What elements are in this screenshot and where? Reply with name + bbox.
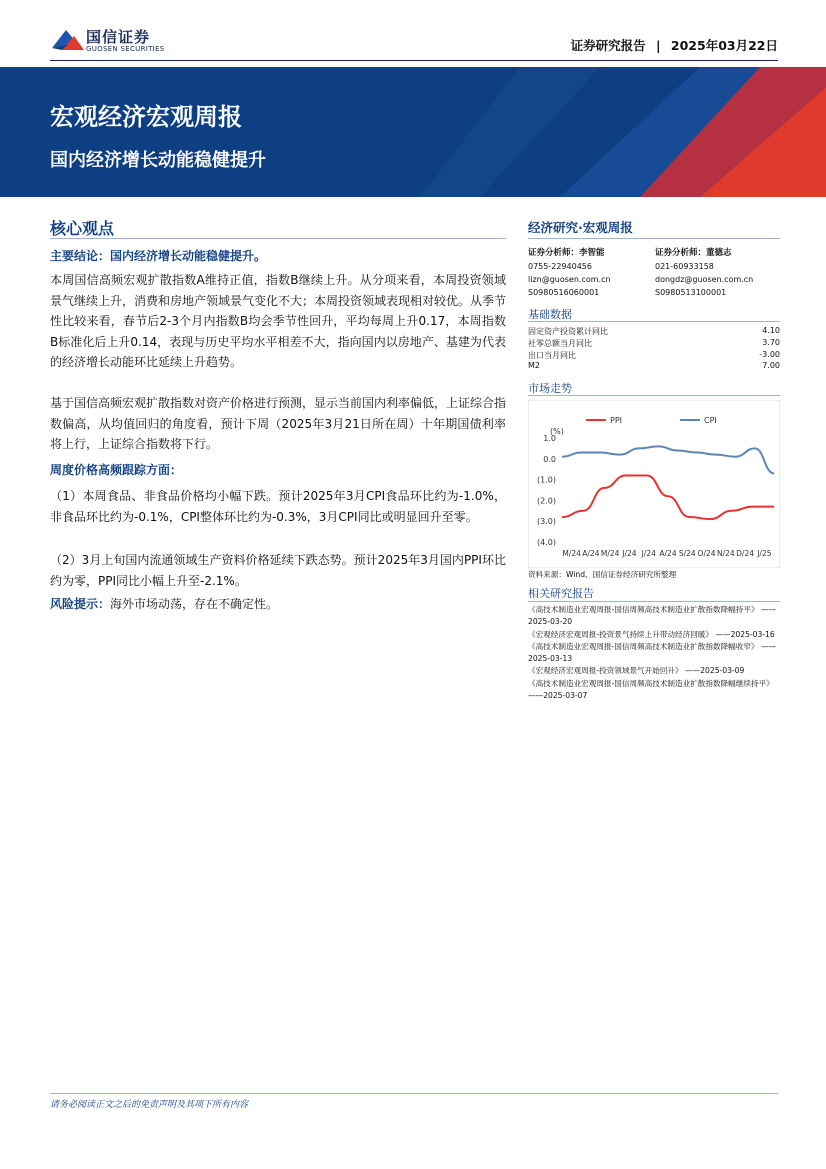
related-report-item[interactable]: 《宏观经济宏观周报-投资景气持续上升带动经济回暖》 ——2025-03-16 bbox=[528, 629, 775, 639]
chart-source: 资料来源：Wind、国信证券经济研究所整理 bbox=[528, 570, 677, 579]
x-tick-label: A/24 bbox=[582, 549, 600, 558]
basic-data-label: 固定资产投资累计同比 bbox=[528, 327, 608, 336]
x-tick-label: N/24 bbox=[716, 549, 735, 558]
analyst-2-email[interactable]: dongdz@guosen.com.cn bbox=[655, 275, 754, 284]
report-title: 宏观经济宏观周报 bbox=[50, 103, 242, 131]
y-tick-label: 0.0 bbox=[543, 454, 556, 464]
paragraph-1: 本周国信高频宏观扩散指数A维持正值，指数B继续上升。从分项来看，本周投资领域景气继续上升，消费和房地产领域景气变化不大；本周投资领域表现相对较优。从季节性比较来看，春节后2-3个月内指数B均会季节性回升，平均每周上升0.17，本周指数B标准化后上升0.14，表现与历史平均水平相差不大，指向国内以房地产、基建为代表的经济增长动能环比延续上升趋势。 bbox=[50, 273, 507, 369]
header-divider bbox=[50, 60, 778, 61]
risk-label: 风险提示： bbox=[50, 597, 111, 611]
market-divider bbox=[528, 395, 780, 396]
basic-data-row bbox=[528, 350, 780, 362]
related-report-item[interactable]: 《高技术制造业宏观周报-国信周频高技术制造业扩散指数降幅收窄》 ——2025-03-13 bbox=[528, 641, 777, 664]
paragraph-2: 基于国信高频宏观扩散指数对资产价格进行预测，显示当前国内利率偏低，上证综合指数偏高，从均值回归的角度看，预计下周（2025年3月21日所在周）十年期国债利率将上行，上证综合指数将下行。 bbox=[50, 396, 507, 451]
x-tick-label: J/25 bbox=[757, 549, 772, 558]
cpi-ppi-chart bbox=[528, 400, 780, 568]
basic-data-label: 社零总额当月同比 bbox=[528, 338, 592, 348]
analyst-2 bbox=[655, 246, 780, 299]
x-tick-label: A/24 bbox=[659, 549, 677, 558]
y-tick-label: (1.0) bbox=[537, 475, 556, 485]
title-banner bbox=[0, 67, 826, 197]
analyst-2-cert: S0980513100001 bbox=[655, 288, 727, 297]
brand-en: GUOSEN SECURITIES bbox=[86, 45, 165, 53]
related-reports-list bbox=[528, 604, 780, 702]
risk-notice bbox=[50, 594, 506, 615]
basic-data-value: 4.10 bbox=[762, 326, 780, 335]
price-tracking-heading: 周度价格高频跟踪方面： bbox=[50, 463, 183, 477]
main-conclusion bbox=[50, 247, 266, 264]
basic-data-row bbox=[528, 338, 780, 350]
analyst-1-title: 证券分析师：李智能 bbox=[528, 248, 605, 258]
core-divider bbox=[50, 238, 506, 239]
basic-data-label: 出口当月同比 bbox=[528, 350, 576, 360]
risk-text: 海外市场动荡，存在不确定性。 bbox=[110, 597, 279, 611]
y-tick-label: (3.0) bbox=[537, 517, 556, 527]
report-date: 2025年03月22日 bbox=[670, 38, 778, 53]
section-title: 经济研究·宏观周报 bbox=[528, 220, 633, 235]
chart-frame bbox=[528, 400, 780, 568]
analyst-1-cert: S0980516060001 bbox=[528, 288, 600, 297]
basic-data-divider bbox=[528, 321, 780, 322]
related-report-item[interactable]: 《高技术制造业宏观周报-国信周频高技术制造业扩散指数降幅持平》 ——2025-03-20 bbox=[528, 605, 777, 627]
legend-label: CPI bbox=[704, 416, 717, 425]
y-tick-label: (2.0) bbox=[537, 496, 556, 506]
basic-data-row bbox=[528, 361, 780, 373]
x-tick-label: D/24 bbox=[736, 549, 755, 558]
x-tick-label: S/24 bbox=[678, 549, 696, 558]
analyst-2-title: 证券分析师：董德志 bbox=[655, 248, 732, 258]
x-tick-label: J/24 bbox=[641, 549, 656, 558]
basic-data-table bbox=[528, 326, 780, 373]
logo-mark-icon bbox=[50, 24, 86, 56]
x-tick-label: O/24 bbox=[697, 549, 716, 558]
disclaimer: 请务必阅读正文之后的免责声明及其项下所有内容 bbox=[50, 1100, 249, 1110]
report-type: 证券研究报告 bbox=[570, 38, 646, 53]
x-tick-label: M/24 bbox=[562, 549, 581, 558]
chart-unit-label: (%) bbox=[550, 427, 564, 436]
item-2: （2）3月上旬国内流通领域生产资料价格延续下跌态势。预计2025年3月国内PPI环比约为零，PPI同比小幅上升至-2.1%。 bbox=[50, 553, 506, 588]
legend-label: PPI bbox=[610, 416, 623, 425]
separator: | bbox=[655, 38, 661, 53]
related-report-item[interactable]: 《高技术制造业宏观周报-国信周频高技术制造业扩散指数降幅继续持平》 ——2025-03-07 bbox=[528, 678, 774, 701]
analyst-1-email[interactable]: lizn@guosen.com.cn bbox=[528, 275, 611, 284]
analyst-1 bbox=[528, 246, 653, 299]
basic-data-value: 7.00 bbox=[762, 361, 780, 371]
analyst-1-phone: 0755-22940456 bbox=[528, 262, 592, 271]
section-divider bbox=[528, 238, 780, 239]
banner-decoration-icon bbox=[0, 67, 826, 197]
report-subtitle: 国内经济增长动能稳健提升 bbox=[50, 150, 266, 171]
brand-name: 国信证券 bbox=[86, 28, 151, 46]
main-conclusion-label: 主要结论： bbox=[50, 249, 111, 263]
core-heading: 核心观点 bbox=[50, 219, 115, 238]
related-report-item[interactable]: 《宏观经济宏观周报-投资领域景气开始回升》 ——2025-03-09 bbox=[528, 666, 745, 676]
y-tick-label: 1.0 bbox=[543, 434, 556, 443]
y-tick-label: (4.0) bbox=[537, 538, 556, 547]
report-meta bbox=[571, 36, 778, 54]
footer-divider bbox=[50, 1093, 778, 1094]
related-title: 相关研究报告 bbox=[528, 587, 594, 600]
basic-data-label: M2 bbox=[528, 361, 540, 371]
analyst-2-phone: 021-60933158 bbox=[655, 262, 714, 271]
basic-data-value: 3.70 bbox=[762, 337, 780, 347]
item-1: （1）本周食品、非食品价格均小幅下跌。预计2025年3月CPI食品环比约为-1.0%，非食品环比约为-0.1%，CPI整体环比约为-0.3%，3月CPI同比或明显回升至零。 bbox=[50, 489, 506, 524]
basic-data-title: 基础数据 bbox=[528, 308, 572, 321]
main-conclusion-text: 国内经济增长动能稳健提升。 bbox=[110, 249, 267, 263]
basic-data-value: -3.00 bbox=[759, 349, 780, 359]
related-divider bbox=[528, 601, 780, 602]
x-tick-label: J/24 bbox=[622, 549, 637, 558]
market-title: 市场走势 bbox=[528, 382, 572, 395]
x-tick-label: M/24 bbox=[600, 549, 620, 558]
basic-data-row bbox=[528, 326, 780, 338]
